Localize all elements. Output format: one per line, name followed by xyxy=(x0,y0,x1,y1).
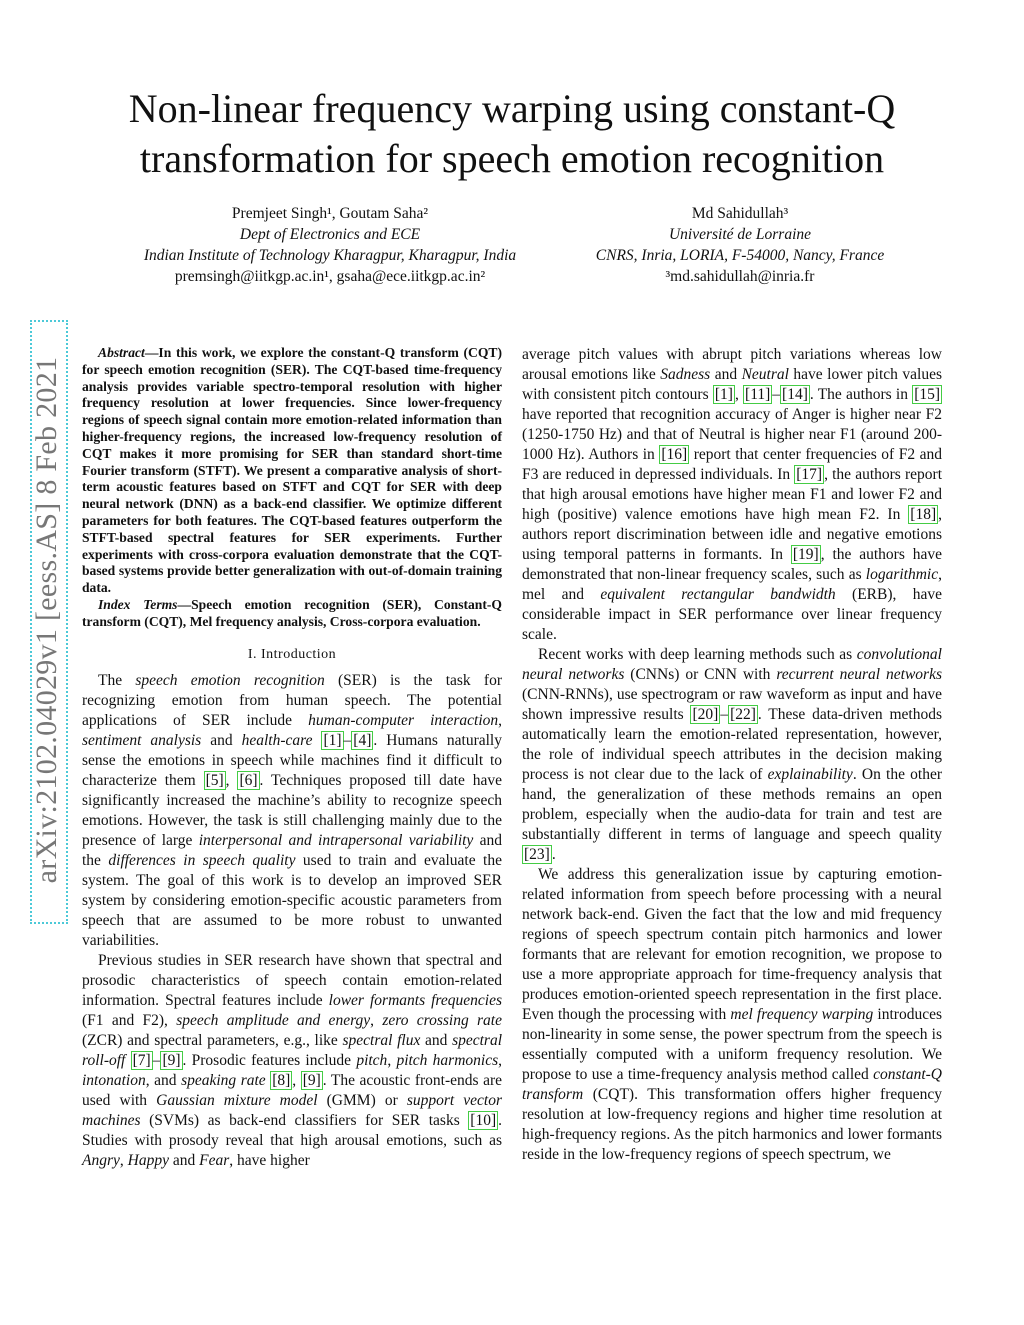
abstract-text: —In this work, we explore the constant-Q transform (CQT) for speech emotion recognition (SER). The CQT-based time-frequency analysis provides variable spectro-temporal resolution with higher frequency resolution at lower frequencies. Since lower-frequency regions of speech signal contain more emotion-related information than higher-frequency regions, the increased low-frequency resolution of CQT makes it more promising for SER than standard short-time Fourier transform (STFT). We present a comparative analysis of short-term acoustic features based on STFT and CQT for SER with deep neural network (DNN) as a back-end classifier. We optimize different parameters for both features. The CQT-based features outperform the STFT-based spectral features for SER experiments. Further experiments with cross-corpora evaluation demonstrate that the CQT-based systems provide better generalization with out-of-domain training data. xyxy=(82,345,502,596)
paragraph: Previous studies in SER research have shown that spectral and prosodic characteristics of speech contain emotion-related information. Spectral features include lower formants frequencies (F1 and F2), speech amplitude and energy, zero crossing rate (ZCR) and spectral parameters, e.g., like spectral flux and spectral roll-off [7] – [9] . Prosodic features include pitch, pitch harmonics, intonation, and speaking rate [8] , [9] . The acoustic front-ends are used with Gaussian mixture model (GMM) or support vector machines (SVMs) as back-end classifiers for SER tasks [10] . Studies with prosody reveal that high arousal emotions, such as Angry, Happy and Fear, have higher xyxy=(82,951,503,1169)
paragraph: The speech emotion recognition (SER) is the task for recognizing emotion from human speech. The potential applications of SER include human-computer interaction, sentiment analysis and health-care [1] – [4] . Humans naturally sense the emotions in speech while machines find it difficult to characterize them [5] , [6] . Techniques proposed till date have significantly increased the machine’s ability to recognize speech emotions. However, the task is still challenging mainly due to the presence of large interpersonal and intrapersonal variability and the differences in speech quality used to train and evaluate the system. The goal of this work is to develop an improved SER system by considering emotion-specific acoustic parameters from speech that are assumed to be more robust to unwanted variabilities. xyxy=(82,671,502,949)
section-heading: I. Introduction xyxy=(247,646,337,662)
paragraph: We address this generalization issue by capturing emotion-related information from speech before processing with a neural network back-end. Given the fact that the low and mid frequency regions of speech spectrum contain pitch harmonics and lower formants that are relevant for emotion recognition, we propose to use a more appropriate approach for time-frequency analysis that produces emotion-oriented speech representation in the first place. Even though the processing with mel frequency warping introduces non-linearity in some sense, the power spectrum from the speech is essentially computed with a uniform frequency resolution. We propose to use a time-frequency analysis method called constant-Q transform (CQT). This transformation offers higher frequency resolution at low-frequency regions and higher time resolution at high-frequency regions. As the pitch harmonics and lower formants reside in the low-frequency regions of speech spectrum, we xyxy=(522,866,942,1163)
author-institution: Indian Institute of Technology Kharagpur, Kharagpur, India xyxy=(143,247,517,264)
paragraph: average pitch values with abrupt pitch variations whereas low arousal emotions like Sadness and Neutral have lower pitch values with consistent pitch contours [1] , [11] – [14] . The authors in [15] have reported that recognition accuracy of Anger is higher near F2 (1250-1750 Hz) and that of Neutral is higher near F1 (around 200-1000 Hz). Authors in [16] report that center frequencies of F2 and F3 are reduced in depressed individuals. In [17] , the authors report that high arousal emotions have higher mean F1 and lower F2 and high (positive) valence emotions have high mean F2. In [18] , authors report discrimination between idle and negative emotions using temporal patterns in formants. In [19] , the authors have demonstrated that non-linear frequency scales, such as logarithmic, mel and equivalent rectangular bandwidth (ERB), have considerable impact in SER performance over linear frequency scale. xyxy=(522,346,943,643)
author-institution: CNRS, Inria, LORIA, F-54000, Nancy, France xyxy=(595,247,885,264)
author-email: premsingh@iitkgp.ac.in¹, gsaha@ece.iitkgp.ac.in² xyxy=(174,268,486,285)
author-names: Premjeet Singh¹, Goutam Saha² xyxy=(231,205,429,222)
left-column xyxy=(82,345,502,1171)
author-block-left xyxy=(115,203,545,287)
author-email: ³md.sahidullah@inria.fr xyxy=(665,268,815,285)
abstract xyxy=(82,345,502,597)
author-dept: Dept of Electronics and ECE xyxy=(239,226,421,243)
author-dept: Université de Lorraine xyxy=(668,226,812,243)
author-names: Md Sahidullah³ xyxy=(691,205,789,222)
abstract-label: Abstract xyxy=(98,345,145,360)
index-terms-text: —Speech emotion recognition (SER), Constant-Q transform (CQT), Mel frequency analysis, Cross-corpora evaluation. xyxy=(82,596,502,629)
author-block-right xyxy=(565,203,915,287)
index-terms xyxy=(82,597,502,631)
index-terms-label: Index Terms xyxy=(98,596,178,612)
right-column xyxy=(522,345,942,1165)
paper-title: Non-linear frequency warping using constant-Q transformation for speech emotion recognition xyxy=(128,86,896,181)
paragraph: Recent works with deep learning methods such as convolutional neural networks (CNNs) or CNN with recurrent neural networks (CNN-RNNs), use spectrogram or raw waveform as input and have shown impressive results [20] – [22] . These data-driven methods automatically learn the emotion-related representation, however, the role of individual speech attributes in the decision making process is not clear due to the lack of explainability. On the other hand, the generalization of these methods remains an open problem, especially when the audio-data for train and test are substantially different in terms of language and speech quality [23] . xyxy=(522,646,943,863)
arxiv-stamp: arXiv:2102.04029v1 [eess.AS] 8 Feb 2021 xyxy=(30,356,63,884)
